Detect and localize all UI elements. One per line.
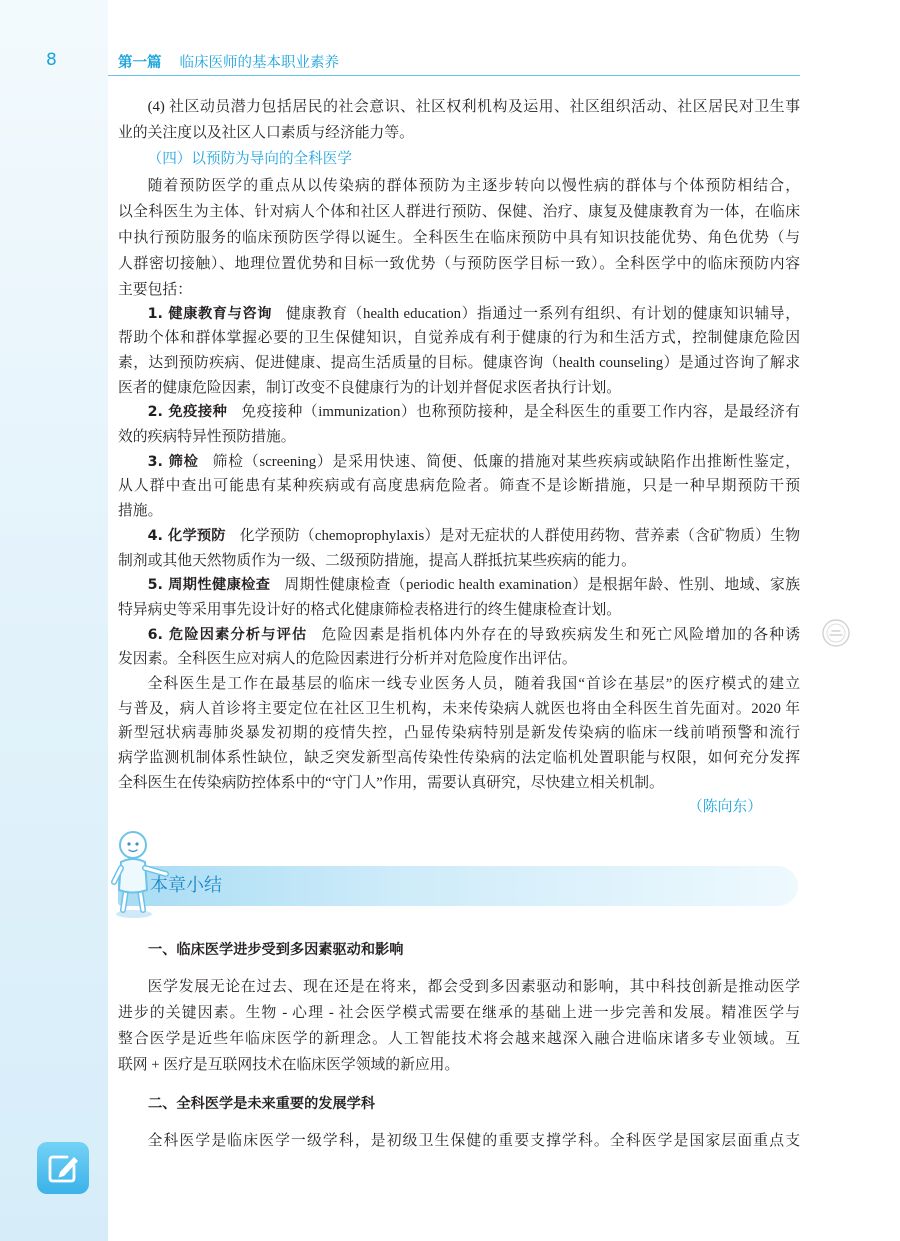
paragraph-line: 效的疾病特异性预防措施。 xyxy=(118,429,296,446)
list-item xyxy=(118,623,800,648)
paragraph-line: 新型冠状病毒肺炎暴发初期的疫情失控，凸显传染病特别是新发传染病的临床一线前哨预警和流行 xyxy=(118,725,800,742)
paragraph-line: 特异病史等采用事先设计好的格式化健康筛检表格进行的终生健康检查计划。 xyxy=(118,601,622,618)
paragraph-line: 素，达到预防疾病、促进健康、提高生活质量的目标。健康咨询（health counseling）是通过咨询了解求 xyxy=(118,355,800,372)
list-item xyxy=(118,450,800,475)
paragraph-line: 措施。 xyxy=(118,503,163,520)
item-label: 4. 化学预防 xyxy=(147,527,226,544)
paragraph-line: 进步的关键因素。生物 - 心理 - 社会医学模式需要在继承的基础上进一步完善和发展。精准医学与 xyxy=(118,1005,800,1021)
seal-icon xyxy=(821,618,851,648)
left-margin-strip xyxy=(0,0,108,1241)
paragraph-line: 全科医生是工作在最基层的临床一线专业医务人员，随着我国“首诊在基层”的医疗模式的建立 xyxy=(147,675,800,692)
paragraph-line: (4) 社区动员潜力包括居民的社会意识、社区权利机构及运用、社区组织活动、社区居民对卫生事 xyxy=(147,99,800,115)
text-block-upper xyxy=(118,94,800,304)
summary-text-block xyxy=(118,1128,800,1154)
item-label: 1. 健康教育与咨询 xyxy=(147,305,272,322)
paragraph-line: 业的关注度以及社区人口素质与经济能力等。 xyxy=(118,125,414,142)
item-text: 危险因素是指机体内外存在的导致疾病发生和死亡风险增加的各种诱 xyxy=(321,626,800,643)
section-heading: （四）以预防为导向的全科医学 xyxy=(147,150,352,168)
paragraph-line: 帮助个体和群体掌握必要的卫生保健知识，自觉养成有利于健康的行为和生活方式，控制健康危险因 xyxy=(118,330,800,347)
text-block-lower xyxy=(118,302,800,820)
paragraph-line: 从人群中查出可能患有某种疾病或有高度患病危险者。筛查不是诊断措施，只是一种早期预防干预 xyxy=(118,478,800,495)
list-item xyxy=(118,524,800,549)
item-text: 化学预防（chemoprophylaxis）是对无症状的人群使用药物、营养素（含矿物质）生物 xyxy=(239,527,800,544)
item-text: 健康教育（health education）指通过一系列有组织、有计划的健康知识辅导， xyxy=(286,305,800,322)
summary-heading: 二、全科医学是未来重要的发展学科 xyxy=(148,1096,376,1112)
paragraph-line: 主要包括： xyxy=(118,282,192,299)
paragraph-line: 发因素。全科医生应对病人的危险因素进行分析并对危险度作出评估。 xyxy=(118,651,577,668)
paragraph-line: 人群密切接触）、地理位置优势和目标一致优势（与预防医学目标一致）。全科医学中的临床预防内容 xyxy=(118,256,800,273)
paragraph-line: 联网 + 医疗是互联网技术在临床医学领域的新应用。 xyxy=(118,1057,460,1073)
paragraph-line: 制剂或其他天然物质作为一级、二级预防措施，提高人群抵抗某些疾病的能力。 xyxy=(118,552,636,569)
list-item xyxy=(118,302,800,327)
item-text: 免疫接种（immunization）也称预防接种，是全科医生的重要工作内容，是最经济有 xyxy=(241,404,800,421)
summary-text-block xyxy=(118,974,800,1078)
item-label: 3. 筛检 xyxy=(147,453,199,470)
header-rule xyxy=(108,75,800,76)
paragraph-line: 病学监测机制体系性缺位，缺乏突发新型高传染性传染病的法定临机处置职能与权限，如何充分发挥 xyxy=(118,750,800,767)
item-label: 2. 免疫接种 xyxy=(147,404,228,421)
paragraph-line: 医学发展无论在过去、现在还是在将来，都会受到多因素驱动和影响，其中科技创新是推动医学 xyxy=(147,979,800,995)
item-label: 5. 周期性健康检查 xyxy=(147,577,271,594)
paragraph-line: 随着预防医学的重点从以传染病的群体预防为主逐步转向以慢性病的群体与个体预防相结合， xyxy=(147,177,800,194)
part-label: 第一篇 xyxy=(118,55,162,71)
author-credit: （陈向东） xyxy=(688,799,762,816)
paragraph-line: 与普及，病人首诊将主要定位在社区卫生机构，未来传染病人就医也将由全科医生首先面对。2020 年 xyxy=(118,700,800,717)
item-text: 筛检（screening）是采用快速、简便、低廉的措施对某些疾病或缺陷作出推断性鉴定， xyxy=(212,453,800,470)
chapter-title: 临床医师的基本职业素养 xyxy=(179,55,339,71)
list-item xyxy=(118,400,800,425)
item-text: 周期性健康检查（periodic health examination）是根据年龄、性别、地域、家族 xyxy=(284,577,800,594)
summary-title: 本章小结 xyxy=(150,875,222,896)
paragraph-line: 中执行预防服务的临床预防医学得以诞生。全科医生在临床预防中具有知识技能优势、角色优势（与 xyxy=(118,229,800,246)
paragraph-line: 医者的健康危险因素，制订改变不良健康行为的计划并督促求医者执行计划。 xyxy=(118,379,622,396)
paragraph-line: 全科医生在传染病防控体系中的“守门人”作用，需要认真研究，尽快建立相关机制。 xyxy=(118,774,664,791)
item-label: 6. 危险因素分析与评估 xyxy=(147,626,308,643)
summary-heading: 一、临床医学进步受到多因素驱动和影响 xyxy=(148,942,404,958)
page-number: 8 xyxy=(46,50,57,70)
running-header xyxy=(118,51,339,72)
paragraph-line: 以全科医生为主体、针对病人个体和社区人群进行预防、保健、治疗、康复及健康教育为一体，在临床 xyxy=(118,203,800,220)
paragraph-line: 全科医学是临床医学一级学科，是初级卫生保健的重要支撑学科。全科医学是国家层面重点支 xyxy=(147,1133,800,1149)
paragraph-line: 整合医学是近些年临床医学的新理念。人工智能技术将会越来越深入融合进临床诸多专业领域。互 xyxy=(118,1031,800,1047)
pencil-square-icon xyxy=(37,1142,89,1194)
list-item xyxy=(118,573,800,598)
